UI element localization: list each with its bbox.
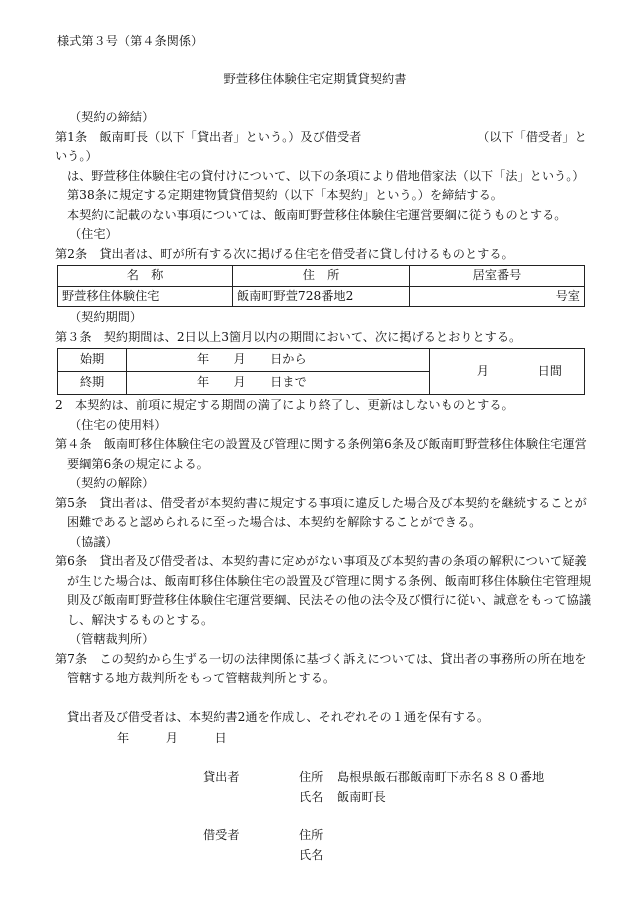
period-start-value: 年 月 日から xyxy=(127,349,430,372)
housing-table xyxy=(57,265,585,307)
lender-name-label: 氏名 xyxy=(299,789,324,804)
section-heading-termination: （契約の解除） xyxy=(69,476,155,490)
article-1-line-1: 第1条 飯南町長（以下「貸出者」という。）及び借受者 （以下「借受者」という。） xyxy=(55,129,587,163)
period-duration: 月 日間 xyxy=(430,349,585,395)
form-number: 様式第３号（第４条関係） xyxy=(57,34,204,48)
article-4-line-1: 第４条 飯南町移住体験住宅の設置及び管理に関する条例第6条及び飯南町野萱移住体験住宅運営 xyxy=(55,437,587,451)
section-heading-conclusion: （契約の締結） xyxy=(69,110,155,124)
section-heading-period: （契約期間） xyxy=(69,310,143,324)
article-6-line-2: が生じた場合は、飯南町移住体験住宅の設置及び管理に関する条例、飯南町移住体験住宅管理規 xyxy=(67,573,592,588)
article-6-line-3: 則及び飯南町野萱移住体験住宅運営要綱、民法その他の法令及び慣行に従い、誠意をもって協議 xyxy=(67,593,592,607)
borrower-name-label: 氏名 xyxy=(299,847,324,862)
lender-role: 貸出者 xyxy=(203,770,240,784)
lender-address: 島根県飯石郡飯南町下赤名８８０番地 xyxy=(337,770,545,784)
article-4-line-2: 要綱第6条の規定による。 xyxy=(67,456,209,471)
lender-address-label: 住所 xyxy=(299,770,324,784)
borrower-role: 借受者 xyxy=(203,828,240,842)
article-6-line-1: 第6条 貸出者及び借受者は、本契約書に定めがない事項及び本契約書の条項の解釈について疑義 xyxy=(55,554,587,568)
article-1-line-3: 第38条に規定する定期建物賃貸借契約（以下「本契約」という。）を締結する。 xyxy=(67,188,503,202)
article-5-line-1: 第5条 貸出者は、借受者が本契約書に規定する事項に違反した場合及び本契約を継続することが xyxy=(55,495,587,510)
section-heading-housing: （住宅） xyxy=(69,227,118,241)
housing-header-address: 住 所 xyxy=(233,266,410,287)
contract-body xyxy=(55,108,595,727)
article-1-line-2: は、野萱移住体験住宅の貸付けについて、以下の条項により借地借家法（以下「法」という。） xyxy=(67,168,585,183)
borrower-address-label: 住所 xyxy=(299,828,324,842)
section-heading-jurisdiction: （管轄裁判所） xyxy=(69,632,155,646)
closing-statement: 貸出者及び借受者は、本契約書2通を作成し、それぞれその１通を保有する。 xyxy=(67,709,490,724)
section-heading-fee: （住宅の使用料） xyxy=(69,417,167,432)
lender-block xyxy=(203,768,544,807)
section-heading-consultation: （協議） xyxy=(69,534,118,549)
article-6-line-4: し、解決するものとする。 xyxy=(67,612,214,627)
lender-name: 飯南町長 xyxy=(337,789,386,804)
housing-header-name: 名 称 xyxy=(58,266,233,287)
period-start-label: 始期 xyxy=(58,349,127,372)
housing-name-cell: 野萱移住体験住宅 xyxy=(58,286,233,307)
article-5-line-2: 困難であると認められるに至った場合は、本契約を解除することができる。 xyxy=(67,515,482,529)
housing-address-cell: 飯南町野萱728番地2 xyxy=(233,286,410,307)
article-2: 第2条 貸出者は、町が所有する次に掲げる住宅を借受者に貸し付けるものとする。 xyxy=(55,246,514,261)
signing-date: 年 月 日 xyxy=(117,731,227,745)
article-3: 第３条 契約期間は、2日以上3箇月以内の期間において、次に掲げるとおりとする。 xyxy=(55,329,522,344)
period-end-label: 終期 xyxy=(58,372,127,395)
article-7-line-2: 管轄する地方裁判所をもって管轄裁判所とする。 xyxy=(67,671,336,685)
article-1-line-4: 本契約に記載のない事項については、飯南町野萱移住体験住宅運営要綱に従うものとする。 xyxy=(67,207,567,222)
article-7-line-1: 第7条 この契約から生ずる一切の法律関係に基づく訴えについては、貸出者の事務所の所在地を xyxy=(55,651,587,666)
housing-room-cell: 号室 xyxy=(410,286,585,307)
period-table xyxy=(57,348,585,395)
article-3-paragraph-2: 2 本契約は、前項に規定する期間の満了により終了し、更新はしないものとする。 xyxy=(55,398,514,412)
document-title: 野萱移住体験住宅定期賃貸契約書 xyxy=(223,72,407,86)
borrower-block xyxy=(203,826,337,865)
housing-header-room: 居室番号 xyxy=(410,266,585,287)
period-end-value: 年 月 日まで xyxy=(127,372,430,395)
